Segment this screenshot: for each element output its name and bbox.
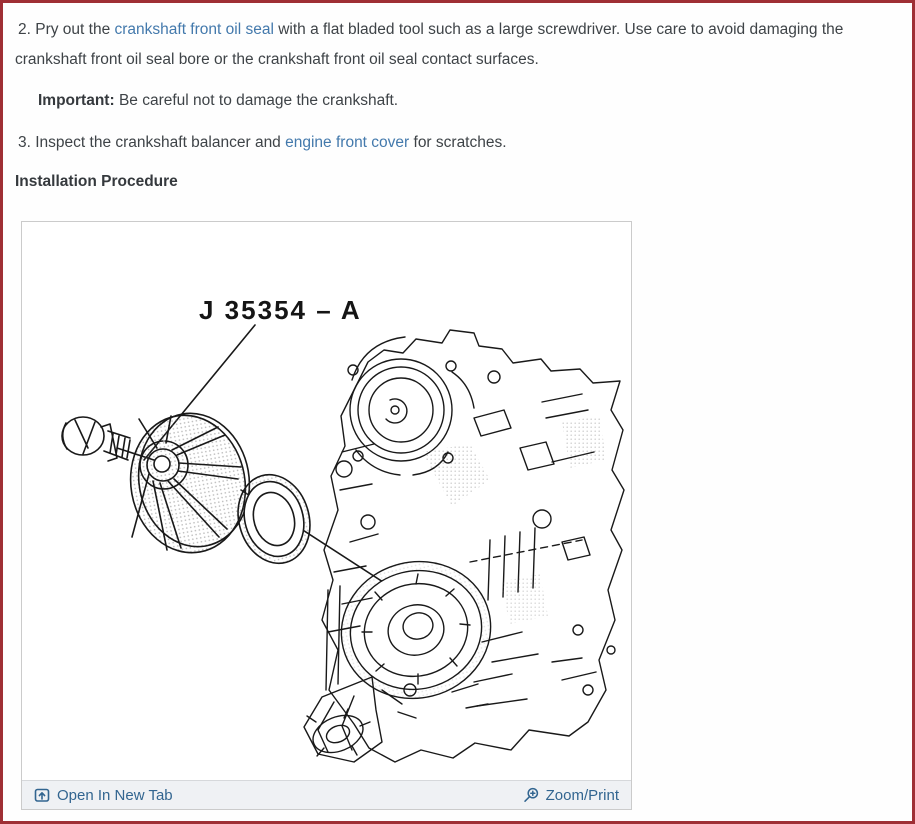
engine-front-cover-drawing	[304, 330, 624, 762]
link-crankshaft-front-oil-seal[interactable]: crankshaft front oil seal	[114, 21, 274, 38]
open-in-new-tab-label: Open In New Tab	[57, 786, 173, 804]
zoom-print-label: Zoom/Print	[545, 786, 619, 804]
section-heading: Installation Procedure	[15, 173, 178, 190]
document-body	[3, 15, 912, 810]
bolt-drawing	[62, 417, 130, 461]
open-in-new-tab-link[interactable]	[34, 787, 173, 804]
step-3-text: 3. Inspect the crankshaft balancer and	[18, 134, 286, 151]
step-2-text-cont: with a flat bladed tool such as a large screwdriver. Use care to avoid damaging the crankshaft front oil seal bore or the crankshaft front oil seal contact surfaces.	[15, 21, 844, 68]
important-text: Be careful not to damage the crankshaft.	[114, 92, 399, 109]
important-note	[15, 90, 898, 111]
figure-image	[22, 222, 631, 780]
step-2-text: 2. Pry out the	[18, 21, 115, 38]
step-2	[15, 15, 898, 75]
step-3-text-cont: for scratches.	[409, 134, 507, 151]
figure-footer	[22, 780, 631, 809]
figure-panel	[21, 221, 632, 810]
zoom-in-icon	[523, 787, 539, 803]
seal-installer-drawing	[120, 404, 260, 561]
important-label: Important:	[38, 92, 115, 109]
zoom-print-link[interactable]	[523, 787, 619, 804]
tool-label: J 35354 – A	[199, 295, 362, 325]
figure-drawing	[22, 222, 631, 780]
step-3	[15, 128, 898, 158]
open-in-new-tab-icon	[34, 787, 50, 803]
link-engine-front-cover[interactable]: engine front cover	[285, 134, 410, 151]
